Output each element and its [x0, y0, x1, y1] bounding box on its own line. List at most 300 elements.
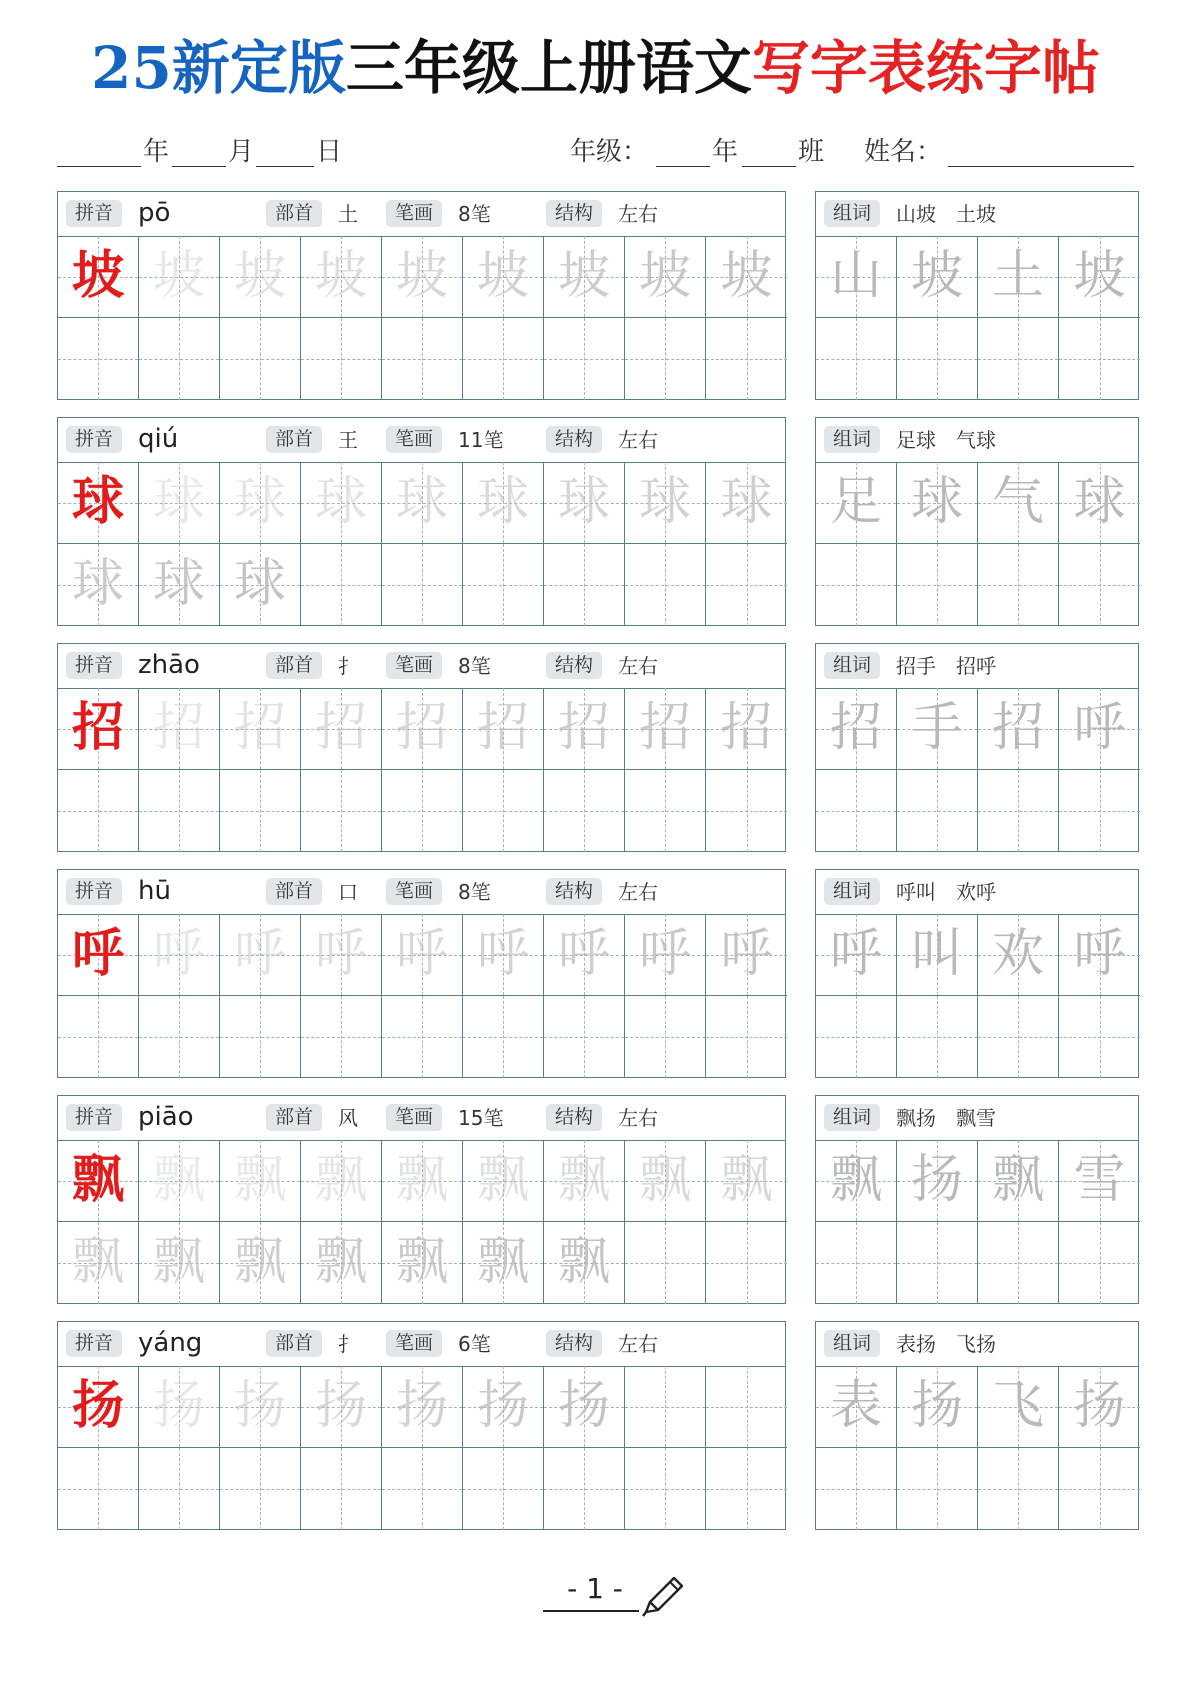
trace-cell[interactable] [463, 914, 544, 996]
blank-cell[interactable] [625, 1366, 706, 1448]
blank-cell[interactable] [382, 1448, 463, 1530]
model-char-cell[interactable] [58, 236, 139, 318]
blank-cell[interactable] [382, 318, 463, 400]
blank-cell[interactable] [544, 544, 625, 626]
word-cell[interactable] [978, 1448, 1059, 1530]
word-cell[interactable] [816, 544, 897, 626]
words-value: 山坡 土坡 [896, 202, 996, 226]
trace-cell[interactable] [625, 1140, 706, 1222]
blank-cell[interactable] [463, 544, 544, 626]
trace-cell[interactable] [301, 914, 382, 996]
blank-cell[interactable] [301, 1448, 382, 1530]
model-char: 扬 [71, 1375, 124, 1436]
trace-cell[interactable] [220, 1366, 301, 1448]
trace-cell[interactable] [220, 236, 301, 318]
trace-char: 坡 [314, 246, 367, 306]
blank-cell[interactable] [463, 318, 544, 400]
blank-cell[interactable] [463, 770, 544, 852]
trace-cell[interactable] [544, 1222, 625, 1304]
month-label: 月 [228, 137, 255, 167]
model-char: 球 [71, 471, 124, 532]
strokes-value: 6笔 [458, 1332, 491, 1356]
word-cell[interactable] [816, 1140, 897, 1222]
pinyin-value: yáng [138, 1328, 203, 1358]
blank-cell[interactable] [706, 1448, 787, 1530]
trace-cell[interactable] [301, 236, 382, 318]
word-cell[interactable] [897, 318, 978, 400]
word-char: 欢 [991, 924, 1044, 984]
title-black-part: 三年级上册语文 [345, 34, 752, 102]
words-grid [815, 1095, 1139, 1304]
trace-char: 飘 [152, 1150, 205, 1210]
trace-cell[interactable] [301, 688, 382, 770]
trace-char: 招 [233, 698, 286, 758]
words-header [816, 1096, 1138, 1141]
blank-cell[interactable] [706, 770, 787, 852]
pinyin-tag: 拼音 [66, 200, 122, 227]
word-char: 雪 [1073, 1150, 1126, 1210]
trace-char: 坡 [476, 246, 529, 306]
trace-cell[interactable] [220, 544, 301, 626]
model-char-cell[interactable] [58, 462, 139, 544]
model-char: 呼 [71, 923, 124, 984]
name-label: 姓名： [864, 137, 943, 167]
strokes-value: 15笔 [458, 1106, 504, 1130]
word-char: 飞 [991, 1376, 1044, 1436]
word-cell[interactable] [816, 688, 897, 770]
trace-cell[interactable] [706, 914, 787, 996]
trace-char: 飘 [557, 1150, 610, 1210]
model-char: 坡 [71, 245, 124, 306]
words-header [816, 644, 1138, 689]
trace-char: 坡 [152, 246, 205, 306]
trace-cell[interactable] [139, 1140, 220, 1222]
trace-cell[interactable] [220, 1222, 301, 1304]
strokes-value: 11笔 [458, 428, 504, 452]
blank-cell[interactable] [544, 770, 625, 852]
trace-cell[interactable] [382, 462, 463, 544]
trace-char: 呼 [233, 924, 286, 984]
trace-char: 呼 [557, 924, 610, 984]
trace-cell[interactable] [706, 462, 787, 544]
trace-cell[interactable] [463, 1222, 544, 1304]
trace-char: 呼 [152, 924, 205, 984]
word-char: 扬 [1073, 1376, 1126, 1436]
word-cell[interactable] [897, 1366, 978, 1448]
trace-cell[interactable] [382, 1222, 463, 1304]
word-cell[interactable] [978, 544, 1059, 626]
word-char: 飘 [829, 1150, 882, 1210]
trace-cell[interactable] [139, 688, 220, 770]
trace-cell[interactable] [544, 1366, 625, 1448]
pinyin-tag: 拼音 [66, 652, 122, 679]
pinyin-value: piāo [138, 1102, 194, 1132]
word-cell[interactable] [897, 236, 978, 318]
blank-cell[interactable] [706, 318, 787, 400]
day-blank[interactable] [256, 166, 314, 167]
words-value: 表扬 飞扬 [896, 1332, 996, 1356]
word-cell[interactable] [897, 1222, 978, 1304]
radical-value: 扌 [338, 654, 358, 678]
word-cell[interactable] [1059, 770, 1140, 852]
writing-grid [57, 643, 786, 852]
word-cell[interactable] [978, 236, 1059, 318]
word-char: 呼 [1073, 698, 1126, 758]
writing-grid [57, 191, 786, 400]
trace-char: 扬 [557, 1376, 610, 1436]
blank-cell[interactable] [706, 996, 787, 1078]
word-char: 土 [991, 246, 1044, 306]
trace-char: 飘 [557, 1232, 610, 1292]
word-cell[interactable] [816, 1448, 897, 1530]
pen-icon [640, 1574, 686, 1618]
word-cell[interactable] [1059, 1448, 1140, 1530]
blank-cell[interactable] [706, 1222, 787, 1304]
trace-cell[interactable] [301, 1366, 382, 1448]
trace-cell[interactable] [463, 236, 544, 318]
trace-cell[interactable] [220, 688, 301, 770]
trace-cell[interactable] [301, 1222, 382, 1304]
word-cell[interactable] [978, 1222, 1059, 1304]
pinyin-tag: 拼音 [66, 878, 122, 905]
words-tag: 组词 [824, 426, 880, 453]
word-char: 气 [991, 472, 1044, 532]
blank-cell[interactable] [220, 996, 301, 1078]
trace-char: 球 [720, 472, 773, 532]
word-cell[interactable] [816, 318, 897, 400]
trace-cell[interactable] [625, 914, 706, 996]
writing-cells [58, 1140, 785, 1303]
word-cell[interactable] [1059, 236, 1140, 318]
blank-cell[interactable] [139, 996, 220, 1078]
word-cell[interactable] [816, 770, 897, 852]
blank-cell[interactable] [58, 770, 139, 852]
trace-char: 飘 [233, 1232, 286, 1292]
structure-tag: 结构 [546, 652, 602, 679]
blank-cell[interactable] [301, 770, 382, 852]
word-cell[interactable] [816, 236, 897, 318]
word-char: 招 [829, 698, 882, 758]
trace-cell[interactable] [139, 462, 220, 544]
word-cell[interactable] [897, 996, 978, 1078]
word-cell[interactable] [978, 688, 1059, 770]
model-char-cell[interactable] [58, 1366, 139, 1448]
structure-value: 左右 [618, 428, 658, 452]
day-label: 日 [316, 137, 343, 167]
blank-cell[interactable] [625, 544, 706, 626]
words-grid [815, 869, 1139, 1078]
trace-cell[interactable] [220, 1140, 301, 1222]
trace-cell[interactable] [382, 1140, 463, 1222]
word-char: 球 [910, 472, 963, 532]
page-title [0, 28, 1191, 108]
model-char-cell[interactable] [58, 688, 139, 770]
blank-cell[interactable] [706, 1366, 787, 1448]
word-cell[interactable] [897, 462, 978, 544]
model-char: 飘 [71, 1149, 124, 1210]
word-char: 坡 [910, 246, 963, 306]
word-cell[interactable] [816, 1222, 897, 1304]
char-info-header [58, 418, 785, 463]
words-value: 飘扬 飘雪 [896, 1106, 996, 1130]
trace-cell[interactable] [463, 1366, 544, 1448]
trace-cell[interactable] [382, 688, 463, 770]
word-cells [816, 236, 1138, 399]
trace-cell[interactable] [139, 236, 220, 318]
word-cell[interactable] [1059, 996, 1140, 1078]
word-char: 球 [1073, 472, 1126, 532]
word-cell[interactable] [978, 914, 1059, 996]
trace-cell[interactable] [706, 1140, 787, 1222]
words-header [816, 1322, 1138, 1367]
word-cell[interactable] [1059, 1222, 1140, 1304]
trace-char: 球 [395, 472, 448, 532]
char-info-header [58, 1096, 785, 1141]
writing-cells [58, 914, 785, 1077]
trace-cell[interactable] [706, 236, 787, 318]
radical-value: 口 [338, 880, 358, 904]
words-grid [815, 1321, 1139, 1530]
word-cell[interactable] [897, 1140, 978, 1222]
word-cell[interactable] [978, 462, 1059, 544]
structure-tag: 结构 [546, 426, 602, 453]
word-cell[interactable] [978, 996, 1059, 1078]
blank-cell[interactable] [58, 318, 139, 400]
trace-cell[interactable] [139, 544, 220, 626]
trace-char: 飘 [395, 1232, 448, 1292]
trace-char: 球 [638, 472, 691, 532]
trace-cell[interactable] [220, 914, 301, 996]
trace-cell[interactable] [58, 544, 139, 626]
trace-cell[interactable] [544, 462, 625, 544]
trace-cell[interactable] [544, 914, 625, 996]
words-tag: 组词 [824, 878, 880, 905]
class-label: 班 [798, 137, 825, 167]
word-cell[interactable] [1059, 544, 1140, 626]
trace-char: 坡 [233, 246, 286, 306]
writing-cells [58, 236, 785, 399]
word-cells [816, 688, 1138, 851]
radical-value: 王 [338, 428, 358, 452]
structure-value: 左右 [618, 880, 658, 904]
structure-tag: 结构 [546, 1330, 602, 1357]
radical-tag: 部首 [266, 1330, 322, 1357]
blank-cell[interactable] [625, 770, 706, 852]
blank-cell[interactable] [220, 1448, 301, 1530]
word-char: 呼 [829, 924, 882, 984]
blank-cell[interactable] [382, 770, 463, 852]
char-info-header [58, 644, 785, 689]
radical-tag: 部首 [266, 652, 322, 679]
trace-cell[interactable] [139, 1222, 220, 1304]
word-cell[interactable] [897, 688, 978, 770]
blank-cell[interactable] [220, 770, 301, 852]
blank-cell[interactable] [625, 318, 706, 400]
blank-cell[interactable] [625, 996, 706, 1078]
word-cell[interactable] [816, 1366, 897, 1448]
pinyin-value: zhāo [138, 650, 200, 680]
word-cell[interactable] [978, 318, 1059, 400]
blank-cell[interactable] [706, 544, 787, 626]
grade-blank[interactable] [656, 166, 710, 167]
trace-cell[interactable] [544, 688, 625, 770]
words-tag: 组词 [824, 1104, 880, 1131]
word-cell[interactable] [1059, 914, 1140, 996]
pinyin-value: hū [138, 876, 171, 906]
trace-cell[interactable] [544, 1140, 625, 1222]
trace-cell[interactable] [382, 914, 463, 996]
words-grid [815, 417, 1139, 626]
trace-char: 飘 [233, 1150, 286, 1210]
trace-char: 飘 [476, 1150, 529, 1210]
structure-tag: 结构 [546, 1104, 602, 1131]
blank-cell[interactable] [58, 1448, 139, 1530]
blank-cell[interactable] [301, 318, 382, 400]
trace-char: 呼 [314, 924, 367, 984]
month-blank[interactable] [172, 166, 226, 167]
words-header [816, 418, 1138, 463]
blank-cell[interactable] [625, 1222, 706, 1304]
trace-cell[interactable] [301, 462, 382, 544]
blank-cell[interactable] [544, 1448, 625, 1530]
blank-cell[interactable] [301, 544, 382, 626]
name-blank[interactable] [948, 166, 1134, 167]
trace-cell[interactable] [463, 688, 544, 770]
trace-cell[interactable] [625, 462, 706, 544]
blank-cell[interactable] [463, 996, 544, 1078]
blank-cell[interactable] [139, 1448, 220, 1530]
trace-cell[interactable] [139, 914, 220, 996]
trace-cell[interactable] [139, 1366, 220, 1448]
radical-value: 土 [338, 202, 358, 226]
trace-char: 扬 [395, 1376, 448, 1436]
word-cell[interactable] [1059, 462, 1140, 544]
trace-char: 球 [152, 554, 205, 614]
writing-cells [58, 462, 785, 625]
word-char: 呼 [1073, 924, 1126, 984]
blank-cell[interactable] [544, 318, 625, 400]
trace-char: 呼 [720, 924, 773, 984]
word-cell[interactable] [897, 770, 978, 852]
trace-char: 球 [557, 472, 610, 532]
words-grid [815, 643, 1139, 852]
word-char: 招 [991, 698, 1044, 758]
trace-char: 呼 [638, 924, 691, 984]
blank-cell[interactable] [301, 996, 382, 1078]
strokes-tag: 笔画 [386, 1104, 442, 1131]
trace-cell[interactable] [58, 1222, 139, 1304]
trace-char: 扬 [476, 1376, 529, 1436]
strokes-tag: 笔画 [386, 426, 442, 453]
words-value: 足球 气球 [896, 428, 996, 452]
writing-grid [57, 869, 786, 1078]
word-cell[interactable] [1059, 318, 1140, 400]
writing-grid [57, 417, 786, 626]
writing-grid [57, 1321, 786, 1530]
word-cell[interactable] [978, 1366, 1059, 1448]
char-info-header [58, 1322, 785, 1367]
word-char: 表 [829, 1376, 882, 1436]
blank-cell[interactable] [382, 544, 463, 626]
trace-char: 飘 [476, 1232, 529, 1292]
word-cell[interactable] [816, 914, 897, 996]
word-cell[interactable] [897, 544, 978, 626]
trace-cell[interactable] [544, 236, 625, 318]
blank-cell[interactable] [58, 996, 139, 1078]
blank-cell[interactable] [544, 996, 625, 1078]
word-char: 山 [829, 246, 882, 306]
model-char-cell[interactable] [58, 1140, 139, 1222]
trace-cell[interactable] [625, 688, 706, 770]
trace-cell[interactable] [706, 688, 787, 770]
trace-char: 飘 [395, 1150, 448, 1210]
structure-tag: 结构 [546, 878, 602, 905]
trace-cell[interactable] [463, 1140, 544, 1222]
trace-char: 扬 [314, 1376, 367, 1436]
blank-cell[interactable] [220, 318, 301, 400]
blank-cell[interactable] [625, 1448, 706, 1530]
page-number-underline [543, 1610, 639, 1612]
trace-char: 招 [720, 698, 773, 758]
words-grid [815, 191, 1139, 400]
trace-char: 球 [152, 472, 205, 532]
word-cell[interactable] [978, 1140, 1059, 1222]
trace-cell[interactable] [301, 1140, 382, 1222]
grade-year-label: 年 [712, 137, 739, 167]
class-blank[interactable] [742, 166, 796, 167]
info-row [0, 136, 1191, 172]
year-blank[interactable] [57, 166, 141, 167]
blank-cell[interactable] [139, 318, 220, 400]
word-cell[interactable] [978, 770, 1059, 852]
strokes-value: 8笔 [458, 202, 491, 226]
word-cells [816, 1366, 1138, 1529]
word-cell[interactable] [816, 996, 897, 1078]
trace-cell[interactable] [625, 236, 706, 318]
trace-char: 呼 [395, 924, 448, 984]
model-char-cell[interactable] [58, 914, 139, 996]
word-char: 扬 [910, 1150, 963, 1210]
grade-label: 年级： [570, 137, 649, 167]
words-tag: 组词 [824, 1330, 880, 1357]
strokes-tag: 笔画 [386, 1330, 442, 1357]
trace-char: 招 [476, 698, 529, 758]
title-blue-part: 25新定版 [91, 34, 346, 102]
trace-cell[interactable] [382, 236, 463, 318]
blank-cell[interactable] [463, 1448, 544, 1530]
radical-tag: 部首 [266, 1104, 322, 1131]
pinyin-tag: 拼音 [66, 1330, 122, 1357]
blank-cell[interactable] [139, 770, 220, 852]
words-header [816, 192, 1138, 237]
trace-char: 飘 [638, 1150, 691, 1210]
word-cell[interactable] [897, 914, 978, 996]
word-cell[interactable] [1059, 1140, 1140, 1222]
trace-cell[interactable] [463, 462, 544, 544]
blank-cell[interactable] [382, 996, 463, 1078]
word-cell[interactable] [1059, 1366, 1140, 1448]
trace-cell[interactable] [220, 462, 301, 544]
word-cell[interactable] [816, 462, 897, 544]
trace-cell[interactable] [382, 1366, 463, 1448]
word-cell[interactable] [897, 1448, 978, 1530]
pinyin-tag: 拼音 [66, 1104, 122, 1131]
radical-tag: 部首 [266, 200, 322, 227]
trace-char: 球 [233, 554, 286, 614]
trace-char: 坡 [720, 246, 773, 306]
word-cell[interactable] [1059, 688, 1140, 770]
words-tag: 组词 [824, 652, 880, 679]
